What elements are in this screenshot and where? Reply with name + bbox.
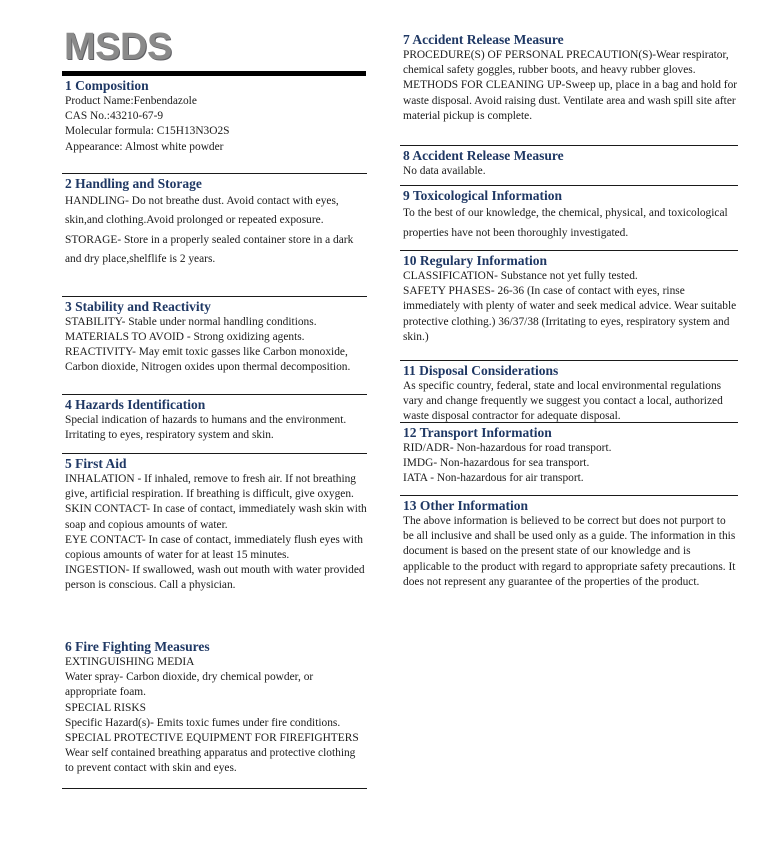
section-11-rule (400, 360, 738, 361)
section-4-title: 4 Hazards Identification (65, 396, 206, 412)
section-6-fire-fighting-measures (62, 637, 367, 777)
section-8-body (403, 164, 738, 179)
section-5-line-1: INHALATION - If inhaled, remove to fresh air. If not breathing give, artificial respiration. If breathing is difficult, give oxygen. SKIN CONTACT- In case of contact, immediately wash skin with soap and copious amounts of water. (65, 473, 367, 531)
section-2-rule (62, 173, 367, 174)
section-8-rule (400, 145, 738, 146)
section-7-accident-release-measure (400, 30, 738, 124)
section-1-body (65, 94, 367, 155)
section-10-line-1: CLASSIFICATION- Substance not yet fully tested. (403, 270, 638, 282)
section-10-line-2: SAFETY PHASES- 26-36 (In case of contact with eyes, rinse immediately with plenty of water and seek medical advice. Wear suitable protective clothing.) 36/37/38 (Irritating to eyes, respiratory system and skin.) (403, 285, 737, 343)
spacer (62, 376, 367, 394)
section-11-title: 11 Disposal Considerations (403, 363, 559, 378)
section-8-line-1: No data available. (403, 165, 486, 177)
section-9-title: 9 Toxicological Information (403, 188, 563, 203)
section-13-title: 13 Other Information (403, 498, 528, 513)
spacer (62, 155, 367, 173)
section-12-line-3: IATA - Non-hazardous for air transport. (403, 472, 584, 485)
section-6-line-4: Specific Hazard(s)- Emits toxic fumes under fire conditions. (65, 716, 341, 729)
section-4-line-1: Special indication of hazards to humans and the environment. (65, 413, 347, 426)
section-10-regulary-information (400, 250, 738, 345)
section-11-line-1: As specific country, federal, state and local environmental regulations vary and change frequently we suggest you contact a local, authorized waste disposal contractor for adequate disposal. (403, 380, 723, 423)
section-3-line-3: REACTIVITY- May emit toxic gasses like Carbon monoxide, Carbon dioxide, Nitrogen oxides upon thermal decomposition. (65, 346, 351, 374)
spacer (62, 443, 367, 453)
section-7-body (403, 48, 738, 124)
section-6-line-3: SPECIAL RISKS (65, 701, 146, 714)
section-4-hazards-identification (62, 394, 367, 443)
section-8-accident-release-measure (400, 145, 738, 179)
section-4-body (65, 413, 367, 443)
section-12-line-1: RID/ADR- Non-hazardous for road transport. (403, 442, 612, 454)
msds-wordmark: MSDS (64, 26, 172, 68)
section-2-title: 2 Handling and Storage (65, 175, 202, 191)
section-3-title: 3 Stability and Reactivity (65, 298, 211, 314)
section-2-line-1: HANDLING- Do not breathe dust. Avoid contact with eyes, skin,and clothing.Avoid prolonged or repeated exposure. STORAGE- Store in a properly sealed container store in a dark and dry place,shelflife is 2 years. (65, 194, 354, 266)
section-5-title: 5 First Aid (65, 456, 127, 472)
logo-underline-rule (62, 71, 366, 76)
section-12-transport-information (400, 422, 738, 487)
closing-rule-line (62, 788, 367, 789)
section-1-line-3: Molecular formula: C15H13N3O2S (65, 125, 230, 138)
section-5-body (65, 472, 367, 594)
section-1-line-2: CAS No.:43210-67-9 (65, 110, 164, 123)
section-5-first-aid (62, 453, 367, 594)
section-6-line-1: EXTINGUISHING MEDIA (65, 656, 195, 668)
section-4-line-2: Irritating to eyes, respiratory system and skin. (65, 428, 274, 441)
section-1-composition (62, 77, 367, 155)
section-9-line-1: To the best of our knowledge, the chemical, physical, and toxicological properties have not been thoroughly investigated. (403, 207, 728, 239)
section-3-line-2: MATERIALS TO AVOID - Strong oxidizing agents. (65, 331, 305, 344)
section-12-title: 12 Transport Information (403, 425, 552, 440)
section-1-line-4: Appearance: Almost white powder (65, 140, 224, 153)
section-11-disposal-considerations (400, 360, 738, 425)
section-5-line-3: INGESTION- If swallowed, wash out mouth with water provided person is conscious. Call a physician. (65, 564, 365, 592)
section-2-handling-and-storage (62, 173, 367, 270)
section-3-line-1: STABILITY- Stable under normal handling conditions. (65, 315, 317, 328)
section-11-body (403, 379, 738, 425)
section-9-body (403, 204, 738, 243)
section-13-line-1: The above information is believed to be correct but does not purport to be all inclusive and shall be used only as a guide. The information in this document is based on the present state of our knowledge and is applicable to the product with regard to appropriate safety precautions. It does not represent any guarantee of the properties of the product. (403, 515, 736, 588)
section-6-line-2: Water spray- Carbon dioxide, dry chemical powder, or appropriate foam. (65, 671, 314, 699)
section-13-body (403, 514, 738, 590)
section-13-rule (400, 495, 738, 496)
section-9-toxicological-information (400, 185, 738, 243)
section-3-rule (62, 296, 367, 297)
section-12-body (403, 441, 738, 487)
section-10-title: 10 Regulary Information (403, 253, 547, 268)
spacer (62, 270, 367, 296)
section-7-line-2: METHODS FOR CLEANING UP-Sweep up, place in a bag and hold for waste disposal. Avoid raising dust. Ventilate area and wash spill site after material pickup is complete. (403, 79, 738, 122)
section-1-title: 1 Composition (65, 78, 149, 93)
section-6-body (65, 655, 367, 777)
section-5-rule (62, 453, 367, 454)
section-9-rule (400, 185, 738, 186)
section-3-body (65, 315, 367, 376)
section-1-line-1: Product Name:Fenbendazole (65, 95, 197, 107)
section-10-body (403, 269, 738, 345)
section-8-title: 8 Accident Release Measure (403, 148, 564, 163)
section-10-rule (400, 250, 738, 251)
section-12-line-2: IMDG- Non-hazardous for sea transport. (403, 457, 590, 470)
section-7-line-1: PROCEDURE(S) OF PERSONAL PRECAUTION(S)-Wear respirator, chemical safety goggles, rubber boots, and heavy rubber gloves. (403, 49, 729, 77)
left-column-closing-rule (62, 788, 367, 789)
section-6-line-5: SPECIAL PROTECTIVE EQUIPMENT FOR FIREFIGHTERS Wear self contained breathing apparatus and protective clothing to prevent contact with skin and eyes. (65, 732, 359, 775)
section-4-rule (62, 394, 367, 395)
section-13-other-information (400, 495, 738, 590)
section-12-rule (400, 422, 738, 423)
left-column (62, 0, 367, 775)
section-7-title: 7 Accident Release Measure (403, 32, 564, 47)
section-3-stability-and-reactivity (62, 296, 367, 376)
section-2-body (65, 192, 367, 270)
section-6-title: 6 Fire Fighting Measures (65, 639, 210, 654)
msds-logo-block (62, 0, 367, 76)
section-5-line-2: EYE CONTACT- In case of contact, immediately flush eyes with copious amounts of water for at least 15 minutes. (65, 533, 363, 562)
